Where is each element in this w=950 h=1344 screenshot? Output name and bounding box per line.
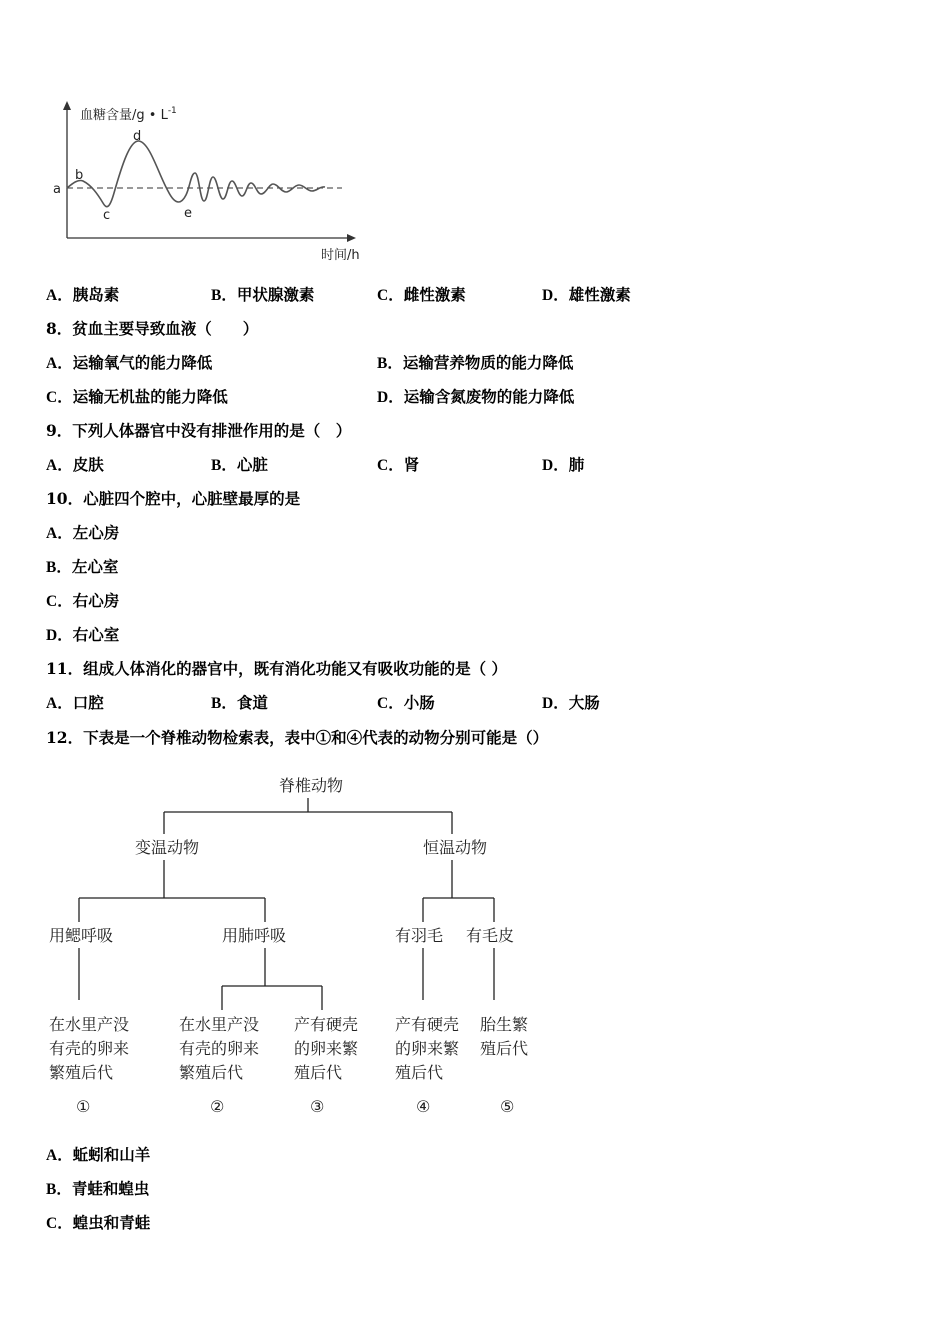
q7-option-c[interactable]: C．雌性激素 — [377, 285, 466, 304]
y-axis-label: 血糖含量/g • $L^{-1}$ — [80, 106, 177, 123]
q8-stem: 8．贫血主要导致血液（ ） — [46, 319, 259, 338]
tree-root: 脊椎动物 — [279, 776, 344, 795]
q10-option-d[interactable]: D．右心室 — [46, 625, 120, 644]
tree-cold-blooded: 变温动物 — [135, 838, 200, 857]
q11-option-a[interactable]: A．口腔 — [46, 693, 104, 712]
q9-option-c[interactable]: C．肾 — [377, 455, 420, 474]
q9-option-b[interactable]: B．心脏 — [211, 455, 268, 474]
q12-option-a[interactable]: A．蚯蚓和山羊 — [46, 1145, 151, 1164]
point-b: b — [75, 168, 84, 183]
q8-option-a[interactable]: A．运输氧气的能力降低 — [46, 353, 213, 372]
q9-option-d[interactable]: D．肺 — [542, 455, 585, 474]
tree-number-5: ⑤ — [500, 1097, 515, 1116]
q11-option-c[interactable]: C．小肠 — [377, 693, 435, 712]
point-c: c — [103, 208, 111, 223]
x-axis-label: 时间/h — [321, 248, 360, 263]
q7-option-b[interactable]: B．甲状腺激素 — [211, 285, 315, 304]
tree-number-2: ② — [210, 1097, 225, 1116]
q10-option-b[interactable]: B．左心室 — [46, 557, 119, 576]
q7-option-d[interactable]: D．雄性激素 — [542, 285, 631, 304]
point-d: d — [133, 129, 142, 144]
q10-stem: 10．心脏四个腔中，心脏壁最厚的是 — [46, 489, 301, 508]
tree-leaf-1: 在水里产没有壳的卵来繁殖后代 — [49, 1015, 130, 1082]
q11-stem: 11．组成人体消化的器官中，既有消化功能又有吸收功能的是（ ） — [46, 659, 507, 678]
q12-stem: 12．下表是一个脊椎动物检索表，表中①和④代表的动物分别可能是（） — [46, 728, 549, 747]
tree-gill: 用鳃呼吸 — [49, 926, 114, 945]
q8-option-c[interactable]: C．运输无机盐的能力降低 — [46, 387, 228, 406]
q12-option-c[interactable]: C．蝗虫和青蛙 — [46, 1213, 151, 1232]
q11-option-d[interactable]: D．大肠 — [542, 693, 600, 712]
tree-leaf-5: 胎生繁殖后代 — [480, 1015, 529, 1058]
q9-stem: 9．下列人体器官中没有排泄作用的是（ ） — [46, 421, 352, 440]
q9-option-a[interactable]: A．皮肤 — [46, 455, 104, 474]
point-a: a — [53, 182, 61, 197]
q11-option-b[interactable]: B．食道 — [211, 693, 268, 712]
tree-warm-blooded: 恒温动物 — [423, 838, 488, 857]
q12-option-b[interactable]: B．青蛙和蝗虫 — [46, 1179, 150, 1198]
q8-option-b[interactable]: B．运输营养物质的能力降低 — [377, 353, 574, 372]
tree-leaf-4: 产有硬壳的卵来繁殖后代 — [395, 1015, 460, 1082]
tree-number-3: ③ — [310, 1097, 325, 1116]
tree-feather: 有羽毛 — [395, 926, 444, 945]
tree-lung: 用肺呼吸 — [222, 926, 287, 945]
q7-option-a[interactable]: A．胰岛素 — [46, 285, 120, 304]
point-e: e — [184, 206, 192, 221]
tree-number-1: ① — [76, 1097, 91, 1116]
tree-fur: 有毛皮 — [466, 926, 515, 945]
q10-option-a[interactable]: A．左心房 — [46, 523, 120, 542]
tree-leaf-3: 产有硬壳的卵来繁殖后代 — [294, 1015, 359, 1082]
q10-option-c[interactable]: C．右心房 — [46, 591, 120, 610]
tree-leaf-2: 在水里产没有壳的卵来繁殖后代 — [179, 1015, 260, 1082]
tree-number-4: ④ — [416, 1097, 431, 1116]
q8-option-d[interactable]: D．运输含氮废物的能力降低 — [377, 387, 575, 406]
